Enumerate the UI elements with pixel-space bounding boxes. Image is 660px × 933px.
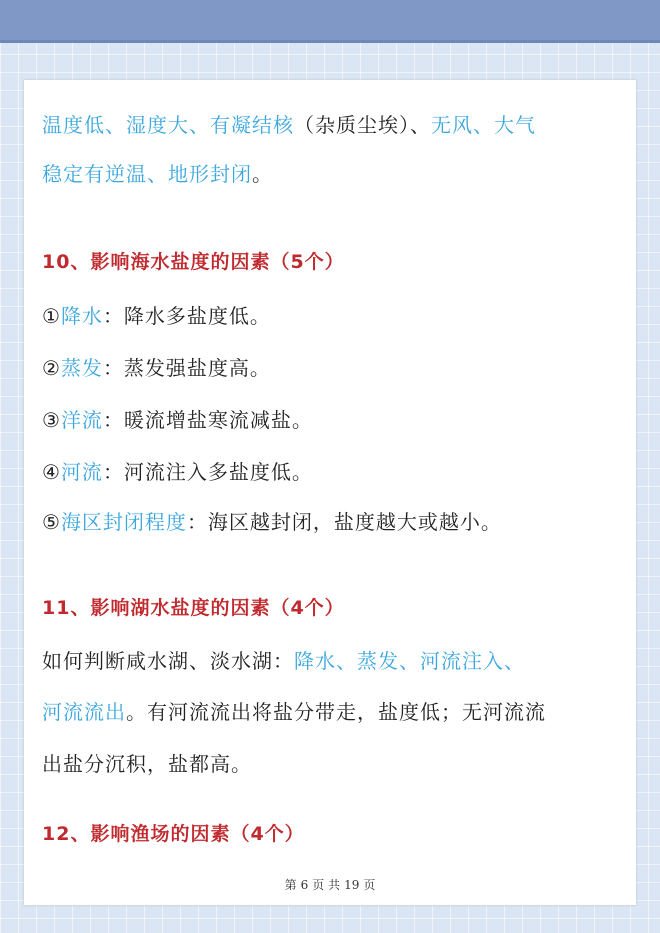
question-text: 如何判断咸水湖、淡水湖： xyxy=(42,649,294,673)
factor-text: 降水、蒸发、河流注入、 xyxy=(294,649,525,673)
footer-total-pages: 19 xyxy=(344,878,360,892)
text-line xyxy=(42,646,626,676)
item-text: ：暖流增盐寒流减盐。 xyxy=(102,408,313,432)
text-line xyxy=(42,110,626,140)
item-term: 降水 xyxy=(60,304,103,328)
text-line xyxy=(42,159,626,189)
explanation-text: 出盐分沉积，盐都高。 xyxy=(42,752,252,776)
item-number: ③ xyxy=(42,408,61,432)
paren-note: （杂质尘埃）、 xyxy=(294,113,431,137)
item-term: 海区封闭程度 xyxy=(60,510,187,534)
item-number: ② xyxy=(42,356,61,380)
section-heading-10: 10、影响海水盐度的因素（5个） xyxy=(42,251,345,273)
item-number: ① xyxy=(42,304,61,328)
factor-text: 无风、大气 xyxy=(431,113,536,137)
item-term: 蒸发 xyxy=(60,356,103,380)
explanation-text: 。有河流流出将盐分带走，盐度低；无河流流 xyxy=(126,700,546,724)
section-heading-12: 12、影响渔场的因素（4个） xyxy=(42,823,305,845)
top-banner xyxy=(0,0,660,43)
factor-text: 稳定有逆温、地形封闭 xyxy=(42,162,252,186)
footer-page-number: 6 xyxy=(300,878,309,892)
factor-text: 温度低、湿度大、有凝结核 xyxy=(42,113,294,137)
page-footer xyxy=(24,876,636,893)
list-item xyxy=(42,353,626,383)
footer-prefix: 第 xyxy=(284,878,297,892)
list-item xyxy=(42,457,626,487)
footer-suffix: 页 xyxy=(363,878,376,892)
factor-text: 河流流出 xyxy=(42,700,126,724)
text-line xyxy=(42,749,626,779)
section-heading-11: 11、影响湖水盐度的因素（4个） xyxy=(42,597,345,619)
footer-mid: 页 共 xyxy=(312,878,341,892)
list-item xyxy=(42,507,626,537)
item-number: ⑤ xyxy=(42,510,61,534)
item-term: 河流 xyxy=(60,460,103,484)
text-line xyxy=(42,697,626,727)
item-text: ：降水多盐度低。 xyxy=(102,304,271,328)
item-text: ：海区越封闭，盐度越大或越小。 xyxy=(186,510,502,534)
list-item xyxy=(42,301,626,331)
list-item xyxy=(42,405,626,435)
item-text: ：蒸发强盐度高。 xyxy=(102,356,271,380)
document-page xyxy=(24,80,636,905)
item-text: ：河流注入多盐度低。 xyxy=(102,460,313,484)
punctuation: 。 xyxy=(252,162,273,186)
item-number: ④ xyxy=(42,460,61,484)
item-term: 洋流 xyxy=(60,408,103,432)
